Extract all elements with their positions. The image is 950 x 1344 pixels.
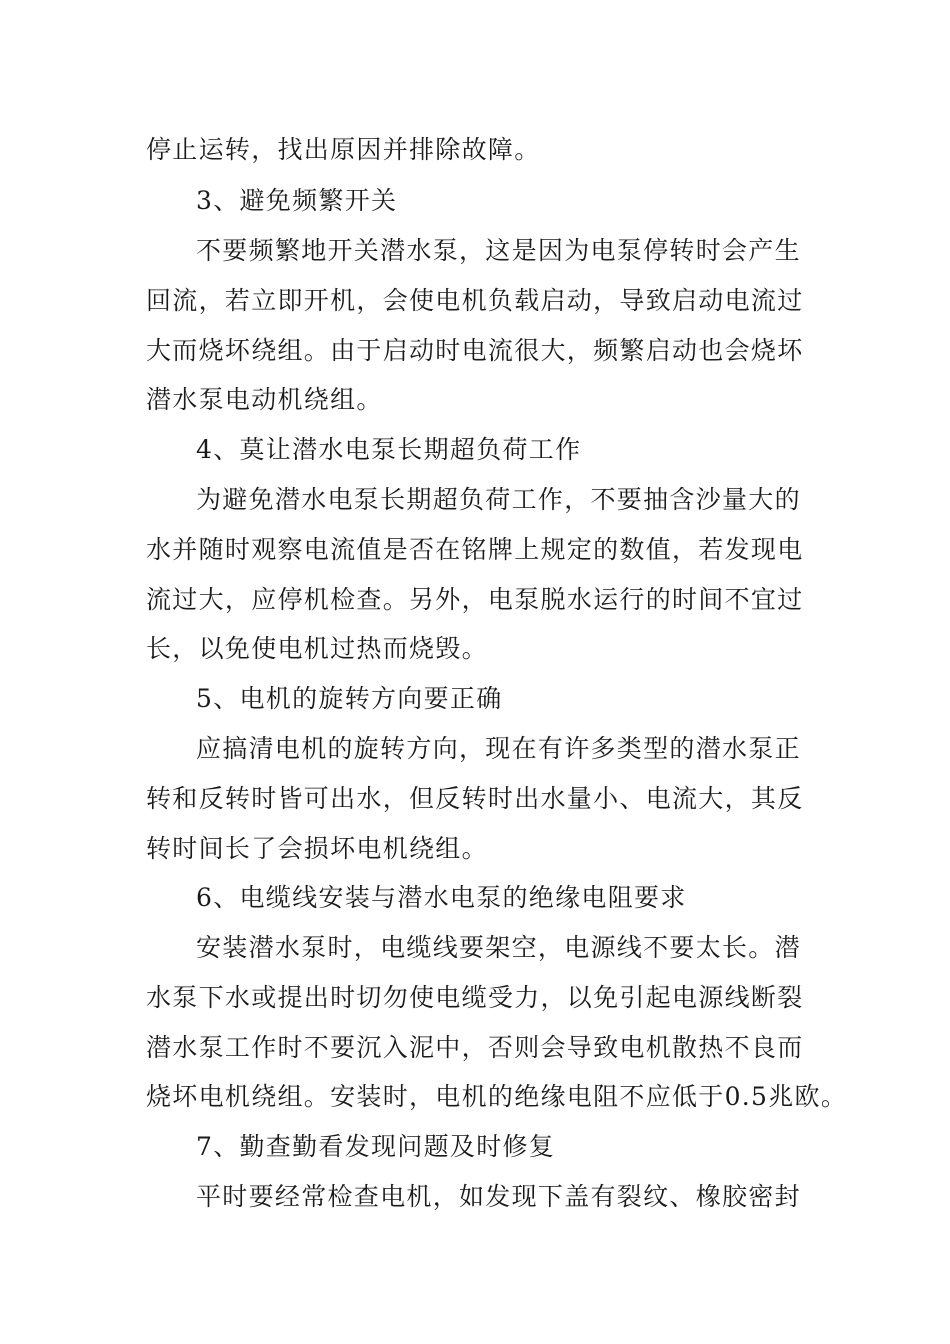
paragraph-line: 烧坏电机绕组。安装时，电机的绝缘电阻不应低于0.5兆欧。 — [146, 1082, 848, 1111]
paragraph-line: 潜水泵工作时不要沉入泥中，否则会导致电机散热不良而 — [146, 1033, 804, 1062]
paragraph-line: 转和反转时皆可出水，但反转时出水量小、电流大，其反 — [146, 784, 804, 813]
paragraph-line: 安装潜水泵时，电缆线要架空，电源线不要太长。潜 — [196, 933, 801, 962]
paragraph-line: 长，以免使电机过热而烧毁。 — [146, 634, 488, 663]
paragraph-line: 为避免潜水电泵长期超负荷工作，不要抽含沙量大的 — [196, 485, 801, 514]
paragraph-line: 水并随时观察电流值是否在铭牌上规定的数值，若发现电 — [146, 535, 804, 564]
section-heading-5: 5、电机的旋转方向要正确 — [196, 684, 503, 713]
paragraph-line: 停止运转，找出原因并排除故障。 — [146, 135, 541, 164]
paragraph-line: 应搞清电机的旋转方向，现在有许多类型的潜水泵正 — [196, 734, 801, 763]
section-heading-4: 4、莫让潜水电泵长期超负荷工作 — [196, 435, 582, 464]
paragraph-line: 潜水泵电动机绕组。 — [146, 385, 383, 414]
paragraph-line: 大而烧坏绕组。由于启动时电流很大，频繁启动也会烧坏 — [146, 336, 804, 365]
paragraph-line: 平时要经常检查电机，如发现下盖有裂纹、橡胶密封 — [196, 1182, 801, 1211]
paragraph-line: 回流，若立即开机，会使电机负载启动，导致启动电流过 — [146, 286, 804, 315]
paragraph-line: 流过大，应停机检查。另外，电泵脱水运行的时间不宜过 — [146, 585, 804, 614]
paragraph-line: 不要频繁地开关潜水泵，这是因为电泵停转时会产生 — [196, 236, 801, 265]
paragraph-line: 水泵下水或提出时切勿使电缆受力，以免引起电源线断裂 — [146, 983, 804, 1012]
section-heading-7: 7、勤查勤看发现问题及时修复 — [196, 1132, 556, 1161]
section-heading-3: 3、避免频繁开关 — [196, 186, 398, 215]
paragraph-line: 转时间长了会损坏电机绕组。 — [146, 834, 488, 863]
section-heading-6: 6、电缆线安装与潜水电泵的绝缘电阻要求 — [196, 883, 687, 912]
